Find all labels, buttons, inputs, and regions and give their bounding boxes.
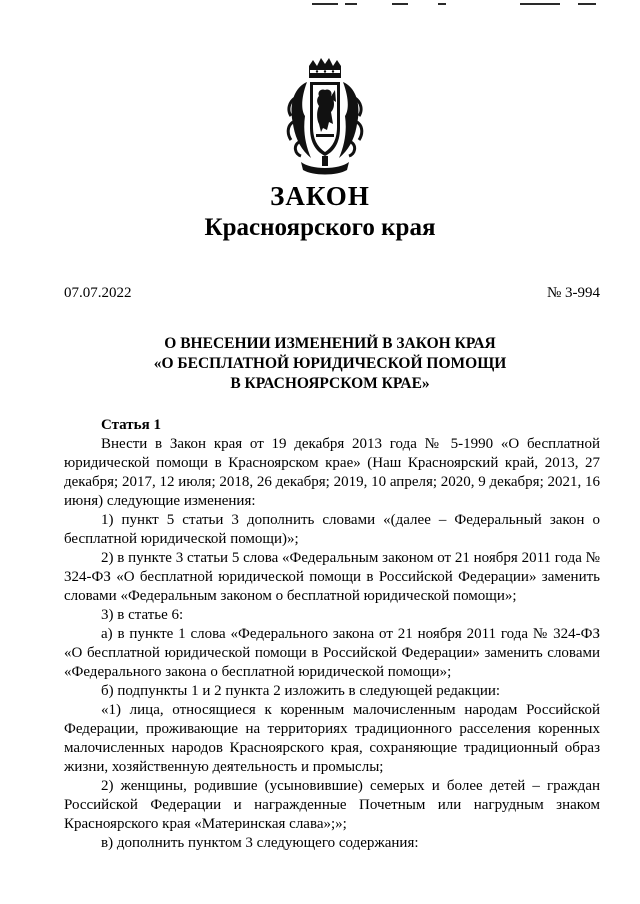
paragraph: б) подпункты 1 и 2 пункта 2 изложить в следующей редакции:: [101, 683, 501, 699]
heading-line: О ВНЕСЕНИИ ИЗМЕНЕНИЙ В ЗАКОН КРАЯ: [164, 335, 496, 352]
paragraph: Внести в Закон края от 19 декабря 2013 года № 5-1990 «О бесплатной юридической помощи в Красноярском крае» (Наш Красноярский край, 2013, 27 декабря; 2017, 12 июля; 2018, 26 декабря; 2019, 10 апреля; 2020, 9 декабря; 2021, 16 июня) следующие изменения:: [64, 436, 600, 509]
law-title: ЗАКОН: [270, 181, 370, 211]
paragraph: 1) пункт 5 статьи 3 дополнить словами «(далее – Федеральный закон о бесплатной юридической помощи)»;: [64, 512, 600, 547]
krasnoyarsk-coat-of-arms-emblem: [283, 58, 367, 182]
law-date: 07.07.2022: [64, 285, 132, 301]
law-heading: [100, 334, 560, 394]
paragraph: «1) лица, относящиеся к коренным малочисленным народам Российской Федерации, проживающие на территориях традиционного расселения коренных малочисленных народов Красноярского края, сохраняющие традиционный образ жизни, хозяйственную деятельность и промыслы;: [64, 702, 600, 775]
paragraph: а) в пункте 1 слова «Федерального закона от 21 ноября 2011 года № 324-ФЗ «О бесплатной юридической помощи в Российской Федерации» заменить словами «Федерального закона о бесплатной юридической помощи»;: [64, 626, 600, 680]
article-title: Статья 1: [101, 417, 161, 433]
law-body: [64, 416, 600, 853]
paragraph: 2) в пункте 3 статьи 5 слова «Федеральным законом от 21 ноября 2011 года № 324-ФЗ «О бесплатной юридической помощи в Российской Федерации» заменить словами «Федеральным законом о бесплатной юридической помощи»;: [64, 550, 600, 604]
law-region: Красноярского края: [204, 214, 436, 241]
heading-line: «О БЕСПЛАТНОЙ ЮРИДИЧЕСКОЙ ПОМОЩИ: [153, 355, 507, 372]
paragraph: 2) женщины, родившие (усыновившие) семерых и более детей – граждан Российской Федерации и награжденные Почетным или нагрудным знаком Красноярского края «Материнская слава»;»;: [64, 778, 600, 832]
scan-artifacts: [0, 0, 640, 10]
paragraph: 3) в статье 6:: [101, 607, 184, 623]
law-number: № 3-994: [546, 285, 600, 301]
paragraph: в) дополнить пунктом 3 следующего содержания:: [101, 835, 419, 851]
heading-line: В КРАСНОЯРСКОМ КРАЕ»: [230, 375, 430, 392]
